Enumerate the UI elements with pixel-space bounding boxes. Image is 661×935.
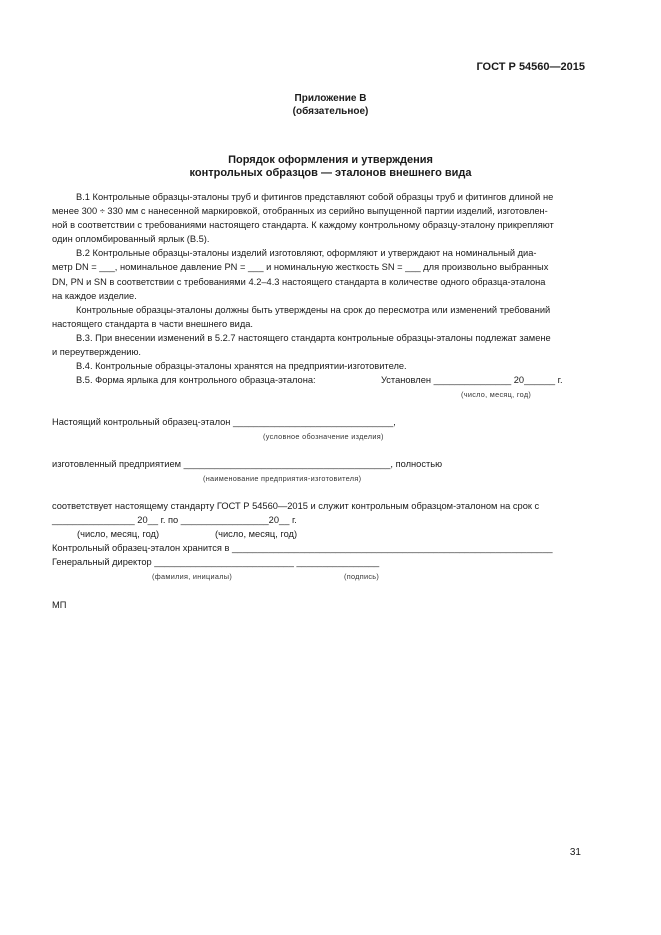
paragraph [52, 246, 584, 302]
complies-line: соответствует настоящему стандарту ГОСТ Р 54560—2015 и служит контрольным образцом-эталоном на срок с [52, 501, 540, 511]
signature-caption: (подпись) [344, 572, 380, 581]
paragraph [52, 331, 584, 359]
paragraph [52, 303, 584, 331]
paragraph [52, 190, 584, 246]
section-title-line1: Порядок оформления и утверждения [228, 154, 433, 166]
paragraph-line: и переутверждению. [52, 347, 141, 358]
paragraph-line: один опломбированный ярлык (В.5). [52, 234, 210, 245]
established-caption: (число, месяц, год) [461, 390, 532, 399]
paragraph-line: на каждое изделие. [52, 290, 137, 301]
paragraph-line: ной в соответствии с требованиями настоящего стандарта. К каждому контрольному образцу-эталону прикрепляют [52, 220, 554, 231]
paragraph-line: В.2 Контрольные образцы-эталоны изделий изготовляют, оформляют и утверждают на номинальный диа- [76, 248, 537, 259]
name-caption: (фамилия, инициалы) [152, 572, 233, 581]
manufacturer-caption: (наименование предприятия-изготовителя) [203, 474, 362, 483]
established-line: Установлен _______________ 20______ г. [381, 375, 563, 385]
paragraph-line: В.4. Контрольные образцы-эталоны хранятся на предприятии-изготовителе. [76, 361, 407, 372]
standard-designation: ГОСТ Р 54560—2015 [476, 61, 585, 73]
paragraph-line: В.5. Форма ярлыка для контрольного образца-эталона: [76, 375, 316, 386]
page-number: 31 [569, 847, 581, 858]
paragraph-line: менее 300 ÷ 330 мм с нанесенной маркировкой, отобранных из серийно выпущенной партии изделий, изготовлен- [52, 206, 548, 217]
annex-heading [0, 92, 661, 118]
term-line: ________________ 20__ г. по _________________20__ г. [52, 515, 297, 525]
annex-body [52, 190, 584, 387]
manufacturer-line: изготовленный предприятием ________________________________________, полностью [52, 459, 443, 469]
section-title [0, 154, 661, 180]
paragraph-line: настоящего стандарта в части внешнего вида. [52, 318, 254, 329]
term-caption-from: (число, месяц, год) [77, 529, 160, 539]
section-title-line2: контрольных образцов — эталонов внешнего вида [189, 167, 472, 179]
annex-title: Приложение В [294, 93, 367, 104]
paragraph-line: В.3. При внесении изменений в 5.2.7 настоящего стандарта контрольные образцы-эталоны подлежат замене [76, 332, 551, 343]
paragraph-line: В.1 Контрольные образцы-эталоны труб и фитингов представляют собой образцы труб и фитингов длиной не [76, 192, 554, 202]
annex-status: (обязательное) [292, 106, 369, 117]
director-line: Генеральный директор ___________________________ ________________ [52, 557, 380, 567]
paragraph [52, 359, 584, 373]
stored-line: Контрольный образец-эталон хранится в ______________________________________________________________ [52, 543, 553, 553]
sample-line: Настоящий контрольный образец-эталон _______________________________, [52, 417, 396, 427]
sample-caption: (условное обозначение изделия) [263, 432, 384, 441]
paragraph-line: DN, PN и SN в соответствии с требованиями 4.2–4.3 настоящего стандарта в количестве одного образца-эталона [52, 276, 546, 287]
paragraph-line: метр DN = ___, номинальное давление PN = ___ и номинальную жесткость SN = ___ для произвольно выбранных [52, 262, 549, 273]
seal-mark: МП [52, 600, 67, 610]
term-caption-to: (число, месяц, год) [215, 529, 298, 539]
paragraph-line: Контрольные образцы-эталоны должны быть утверждены на срок до пересмотра или изменений требований [76, 304, 551, 315]
